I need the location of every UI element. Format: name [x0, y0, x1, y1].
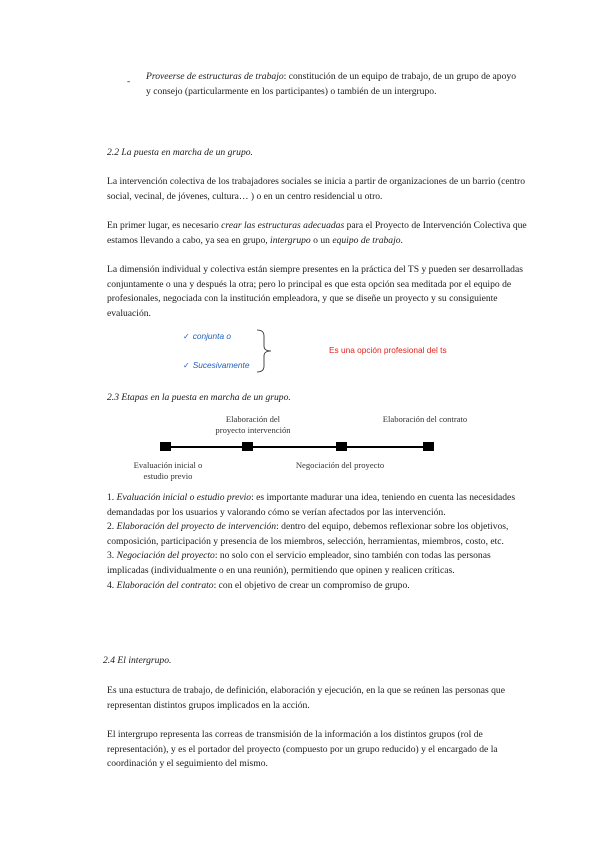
bullet-italic: Proveerse de estructuras de trabajo — [146, 71, 284, 82]
timeline-node-4 — [423, 442, 434, 451]
timeline-line — [166, 446, 430, 448]
bullet-rest: : constitución de un equipo de trabajo, de un grupo de apoyo y consejo (particularmente en los participantes) o también de un intergrupo. — [146, 71, 516, 97]
step-num: 4. — [107, 579, 117, 591]
paragraph-intergrupo-definicion: Es una estuctura de trabajo, de definición, elaboración y ejecución, en la que se reúnen las personas que representan distintos grupos implicados en la acción. — [107, 685, 505, 711]
timeline-label-evaluacion-inicial: Evaluación inicial o estudio previo — [133, 460, 203, 481]
timeline-label-elaboracion-contrato: Elaboración del contrato — [382, 414, 468, 424]
bullet-paragraph — [146, 70, 516, 99]
timeline-node-2 — [242, 442, 253, 451]
p2-e: o un — [310, 234, 333, 246]
p2-d: intergrupo — [270, 234, 311, 246]
steps-list — [107, 491, 527, 593]
p2-c: para el Proyecto de Intervención Colectiva que estamos llevando a cabo, ya sea en grupo, — [107, 220, 527, 246]
paragraph-intervencion: La intervención colectiva de los trabajadores sociales se inicia a partir de organizaciones de un barrio (centro social, vecinal, de jóvenes, cultura… ) o en un centro residencial u otro. — [107, 176, 526, 202]
bullet-dash: - — [127, 76, 131, 87]
step-title: Evaluación inicial o estudio previo — [116, 492, 252, 503]
step-4 — [107, 579, 527, 594]
step-num: 1. — [107, 492, 117, 503]
p2-b: crear las estructuras adecuadas — [221, 220, 345, 231]
curly-brace-icon — [255, 328, 275, 374]
timeline-node-3 — [336, 442, 347, 451]
option-conjunta — [183, 329, 231, 345]
p2-g: . — [400, 234, 403, 246]
paragraph-dimension: La dimensión individual y colectiva están siempre presentes en la práctica del TS y pueden ser desarrolladas conjuntamente o una y después la otra; pero lo principal es que esta opción sea meditada por el equipo de profesionales, negociada con la institución empleadora, y que se diseñe un proyecto y su consiguiente evaluación. — [107, 264, 523, 319]
step-2 — [107, 520, 527, 549]
step-num: 3. — [107, 550, 117, 562]
professional-option-note: Es una opción profesional del ts — [329, 345, 447, 355]
step-1 — [107, 491, 527, 520]
check-icon: ✓ — [183, 361, 190, 370]
timeline-label-elaboracion-proyecto: Elaboración del proyecto intervención — [215, 414, 291, 435]
section-2-3-title: 2.3 Etapas en la puesta en marcha de un grupo. — [107, 392, 291, 403]
section-2-2-title: 2.2 La puesta en marcha de un grupo. — [107, 147, 253, 158]
option-conjunta-label: conjunta o — [192, 331, 231, 341]
timeline-node-1 — [160, 442, 171, 451]
step-num: 2. — [107, 521, 117, 533]
step-title: Elaboración del contrato — [116, 579, 214, 591]
step-title: Elaboración del proyecto de intervención — [116, 521, 277, 533]
step-3 — [107, 549, 527, 578]
step-text: : con el objetivo de crear un compromiso de grupo. — [213, 579, 410, 591]
p2-f: equipo de trabajo — [332, 234, 401, 246]
option-sucesivamente-label: Sucesivamente — [192, 360, 250, 370]
timeline-label-negociacion: Negociación del proyecto — [295, 460, 385, 470]
step-text: : no solo con el servicio empleador, sino también con todas las personas implicadas (individualmente o en una reunión), permitiendo que opinen y realicen críticas. — [107, 550, 491, 576]
section-2-4-title: 2.4 El intergrupo. — [103, 655, 172, 666]
option-sucesivamente — [183, 358, 249, 374]
step-text: : es importante madurar una idea, teniendo en cuenta las necesidades demandadas por los usuarios y valorando cómo se verían afectados por las intervención. — [107, 492, 516, 518]
step-title: Negociación del proyecto — [116, 550, 215, 562]
paragraph-intergrupo-rol: El intergrupo representa las correas de transmisión de la información a los distintos grupos (rol de representación), y es el portador del proyecto (compuesto por un grupo reducido) y el encargado de la coordinación y el seguimiento del mismo. — [107, 729, 498, 770]
p2-a: En primer lugar, es necesario — [107, 220, 222, 231]
step-text: : dentro del equipo, debemos reflexionar sobre los objetivos, composición, participación y presencia de los miembros, selección, herramientas, miembros, costo, etc. — [107, 521, 509, 547]
check-icon: ✓ — [183, 332, 190, 341]
paragraph-estructuras — [107, 219, 527, 248]
